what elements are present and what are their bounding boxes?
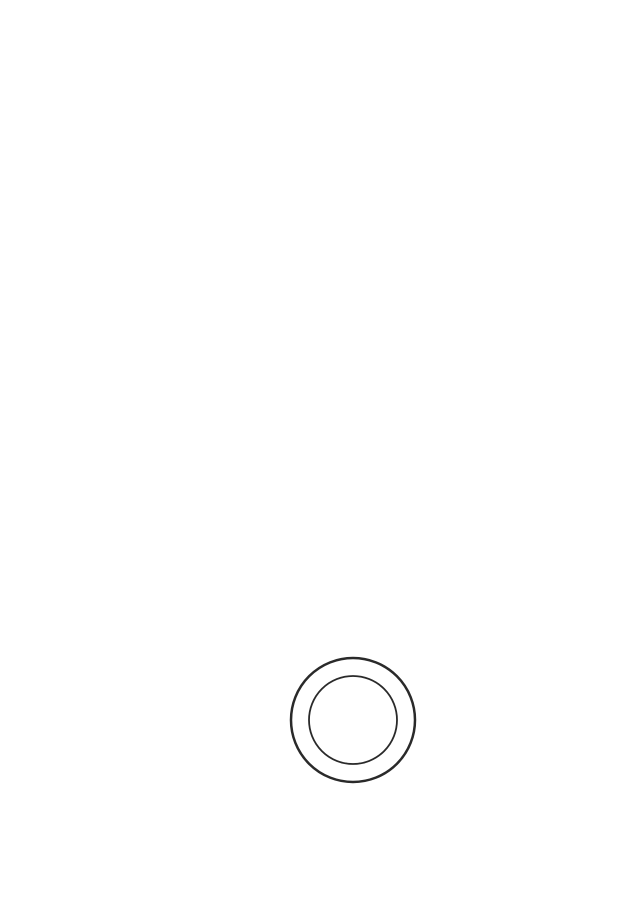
stamp-seal: [288, 655, 418, 785]
